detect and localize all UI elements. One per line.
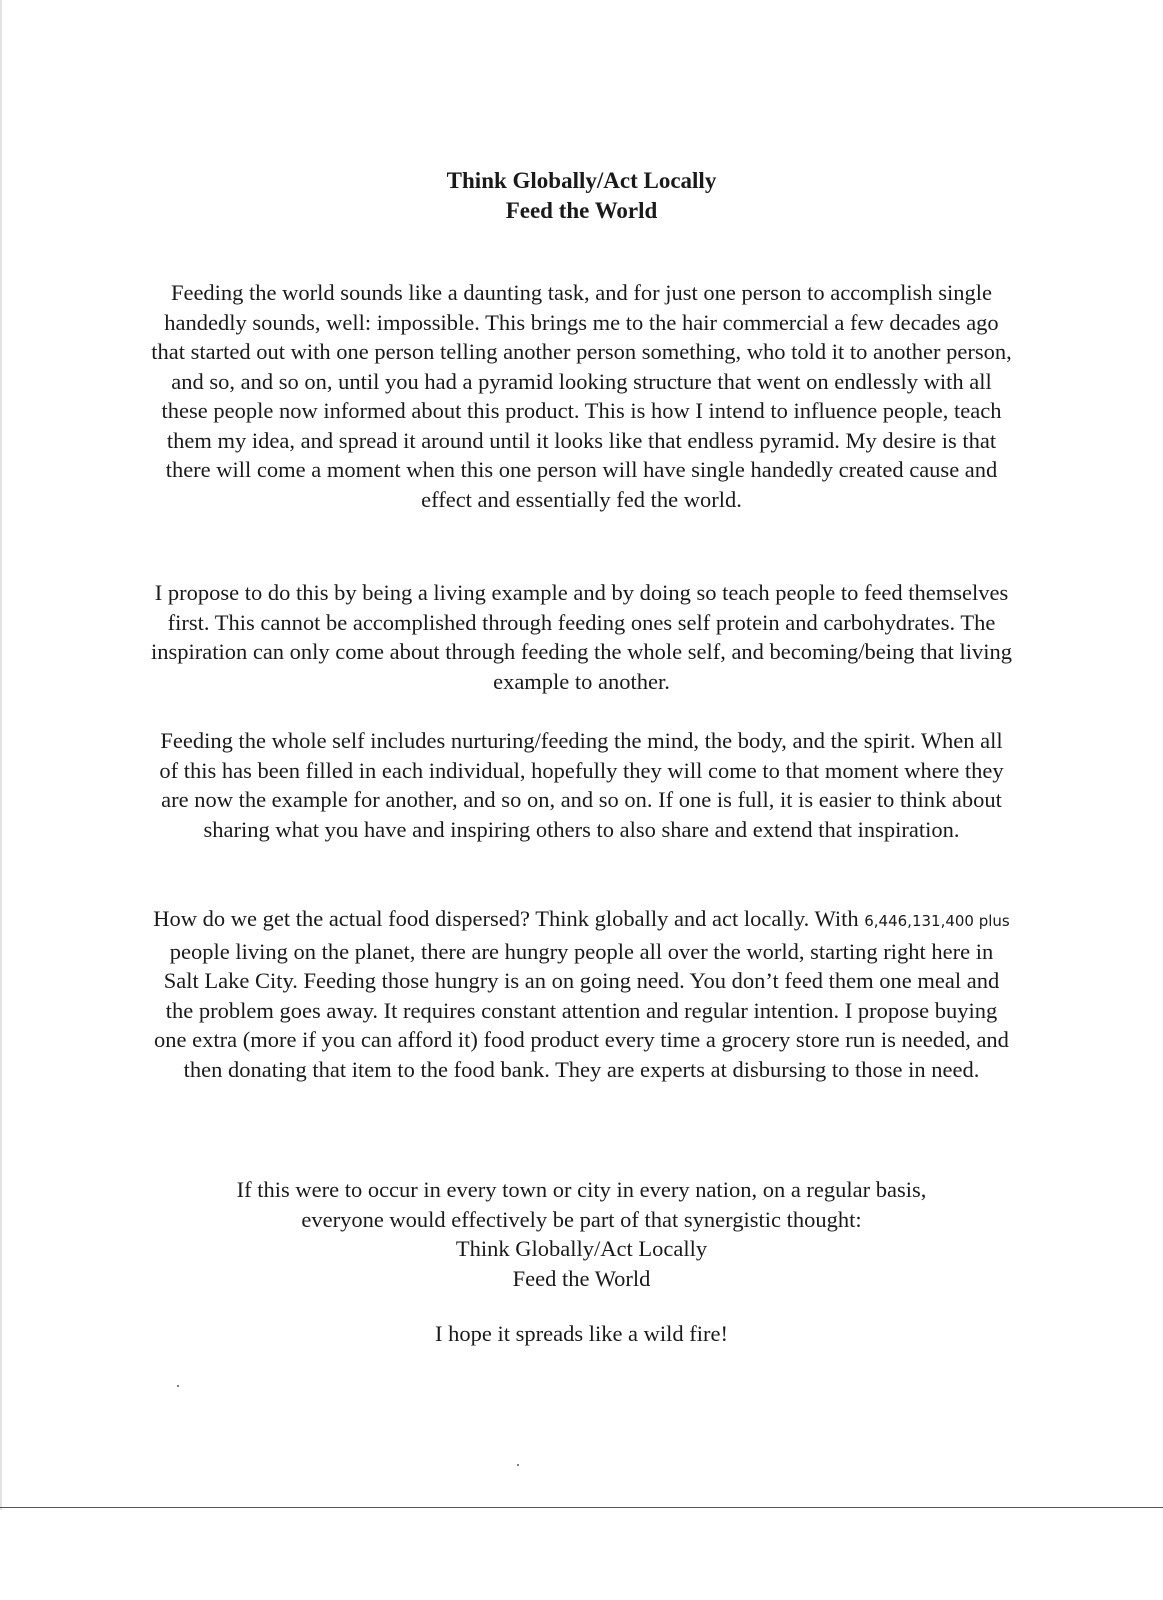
- paragraph-3: Feeding the whole self includes nurturing/feeding the mind, the body, and the spirit. When all of this has been filled in each individual, hopefully they will come to that moment where they are now the example for another, and so on, and so on. If one is full, it is easier to think about sharing what you have and inspiring others to also share and extend that inspiration.: [159, 728, 1004, 842]
- paragraph-5-line-2: everyone would effectively be part of that synergistic thought:: [301, 1206, 862, 1232]
- scan-left-edge: [0, 0, 2, 1510]
- scan-speck: [517, 1464, 519, 1466]
- paragraph-4: [150, 904, 1013, 1084]
- paragraph-4-start: How do we get the actual food dispersed? Think globally and act locally. With: [153, 906, 865, 931]
- document-title: [0, 166, 1163, 226]
- paragraph-2: I propose to do this by being a living example and by doing so teach people to feed themselves first. This cannot be accomplished through feeding ones self protein and carbohydrates. The inspiration can only come about through feeding the whole self, and becoming/being that living example to another.: [150, 580, 1013, 694]
- paragraph-5-line-4: Feed the World: [512, 1265, 651, 1291]
- paragraph-4-end: people living on the planet, there are hungry people all over the world, starting right here in Salt Lake City. Feeding those hungry is an on going need. You don’t feed them one meal and the problem goes away. It requires constant attention and regular intention. I propose buying one extra (more if you can afford it) food product every time a grocery store run is needed, and then donating that item to the food bank. They are experts at disbursing to those in need.: [154, 938, 1009, 1082]
- paragraph-5: [150, 1175, 1013, 1293]
- paragraph-1: Feeding the world sounds like a daunting task, and for just one person to accomplish single handedly sounds, well: impossible. This brings me to the hair commercial a few decades ago that started out with one person telling another person something, who told it to another person, and so, and so on, until you had a pyramid looking structure that went on endlessly with all these people now informed about this product. This is how I intend to influence people, teach them my idea, and spread it around until it looks like that endless pyramid. My desire is that there will come a moment when this one person will have single handedly created cause and effect and essentially fed the world.: [151, 280, 1012, 512]
- title-line-1: Think Globally/Act Locally: [446, 168, 717, 193]
- population-figure: 6,446,131,400 plus: [864, 912, 1010, 930]
- page-bottom-edge: [0, 1507, 1163, 1508]
- scan-speck: [177, 1385, 179, 1387]
- paragraph-5-line-3: Think Globally/Act Locally: [455, 1236, 708, 1261]
- title-line-2: Feed the World: [505, 198, 658, 223]
- closing-line: I hope it spreads like a wild fire!: [434, 1321, 729, 1346]
- paragraph-5-line-1: If this were to occur in every town or city in every nation, on a regular basis,: [236, 1177, 927, 1202]
